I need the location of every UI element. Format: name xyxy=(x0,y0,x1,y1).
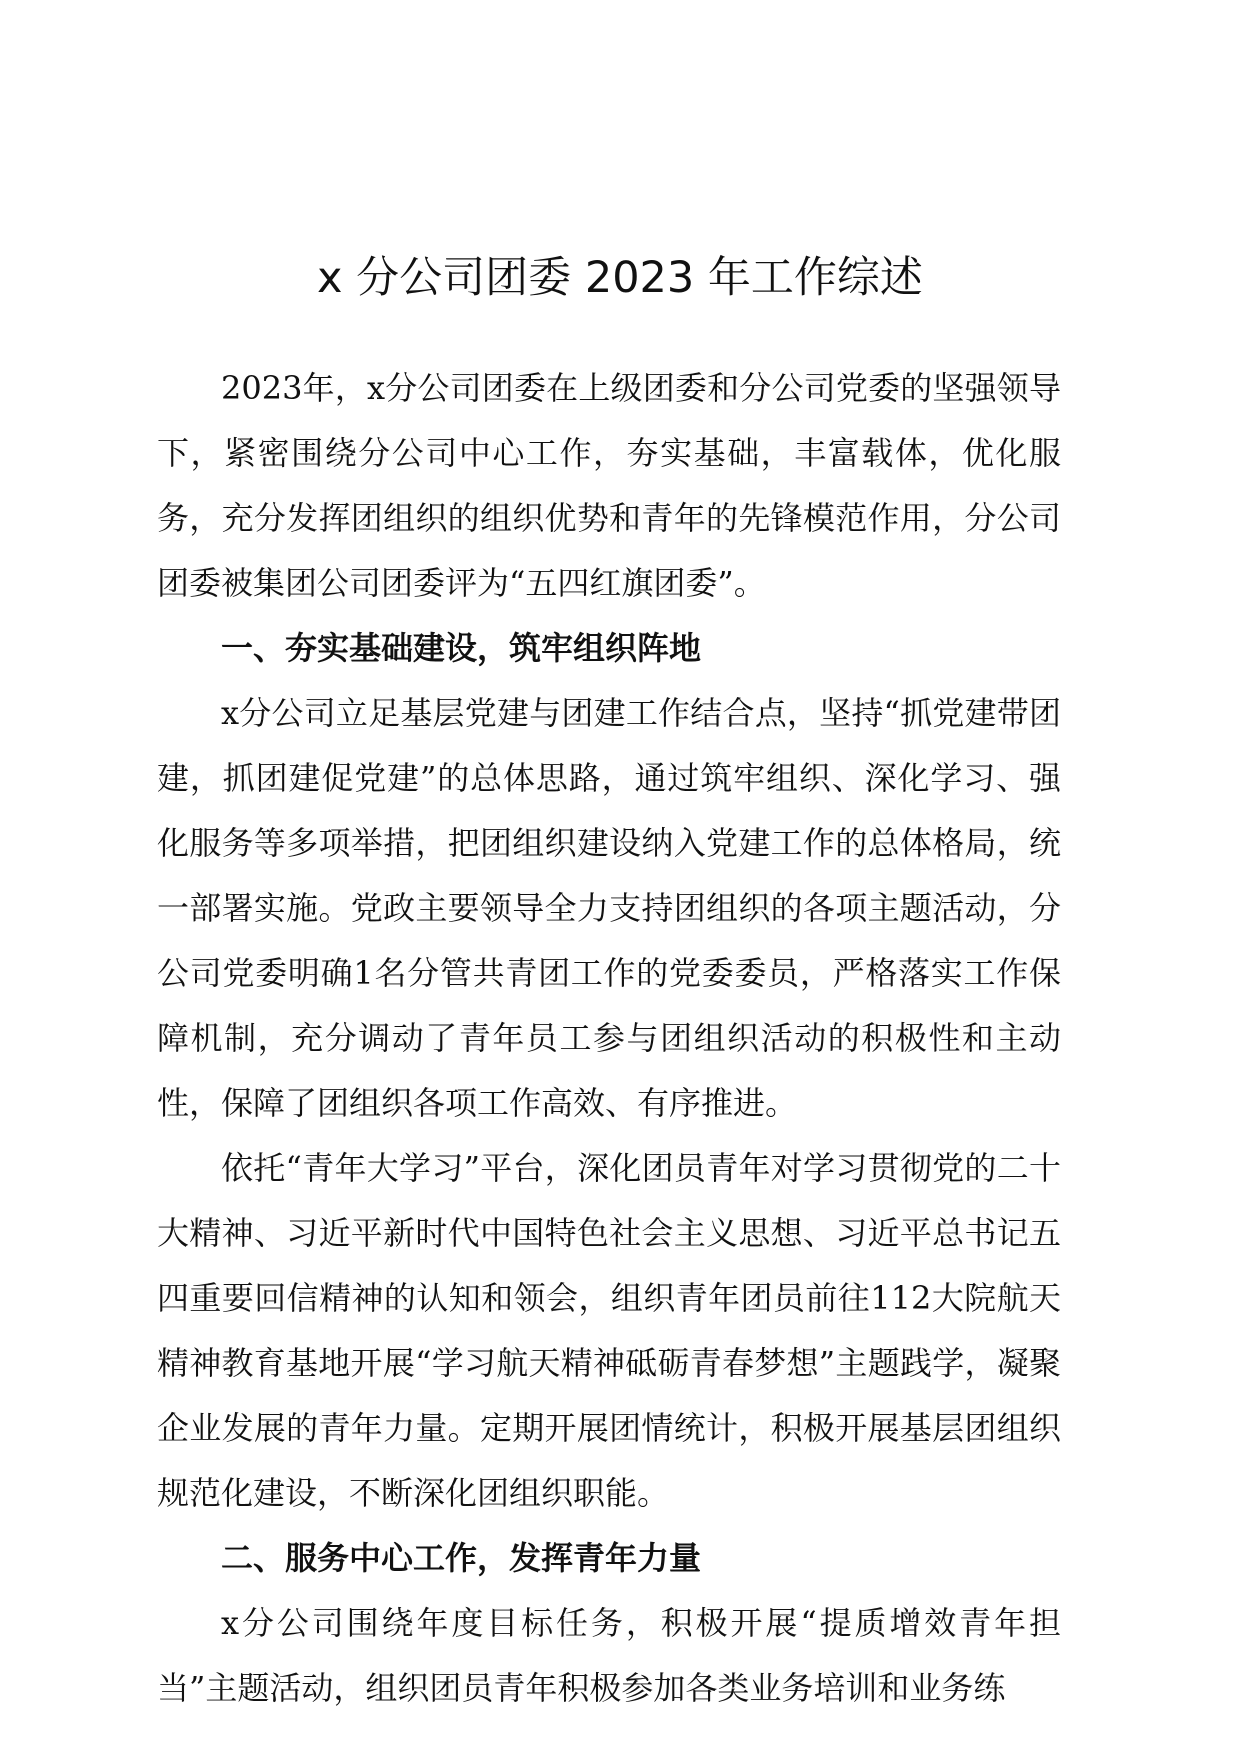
section-2-paragraph-1: x分公司围绕年度目标任务，积极开展“提质增效青年担当”主题活动，组织团员青年积极参加各类业务培训和业务练 xyxy=(157,1604,1061,1707)
section-1-paragraph-1: x分公司立足基层党建与团建工作结合点，坚持“抓党建带团建，抓团建促党建”的总体思路，通过筑牢组织、深化学习、强化服务等多项举措，把团组织建设纳入党建工作的总体格局，统一部署实施。党政主要领导全力支持团组织的各项主题活动，分公司党委明确1名分管共青团工作的党委委员，严格落实工作保障机制，充分调动了青年员工参与团组织活动的积极性和主动性，保障了团组织各项工作高效、有序推进。 xyxy=(157,694,1061,1122)
intro-paragraph: 2023年，x分公司团委在上级团委和分公司党委的坚强领导下，紧密围绕分公司中心工作，夯实基础，丰富载体，优化服务，充分发挥团组织的组织优势和青年的先锋模范作用，分公司团委被集团公司团委评为“五四红旗团委”。 xyxy=(157,369,1061,602)
document-body xyxy=(157,356,1061,1721)
section-heading-2: 二、服务中心工作，发挥青年力量 xyxy=(221,1539,702,1577)
section-heading-1: 一、夯实基础建设，筑牢组织阵地 xyxy=(221,629,702,667)
section-1-paragraph-2: 依托“青年大学习”平台，深化团员青年对学习贯彻党的二十大精神、习近平新时代中国特色社会主义思想、习近平总书记五四重要回信精神的认知和领会，组织青年团员前往112大院航天精神教育基地开展“学习航天精神砥砺青春梦想”主题践学，凝聚企业发展的青年力量。定期开展团情统计，积极开展基层团组织规范化建设，不断深化团组织职能。 xyxy=(157,1149,1061,1512)
document-title: x 分公司团委 2023 年工作综述 xyxy=(317,253,923,303)
